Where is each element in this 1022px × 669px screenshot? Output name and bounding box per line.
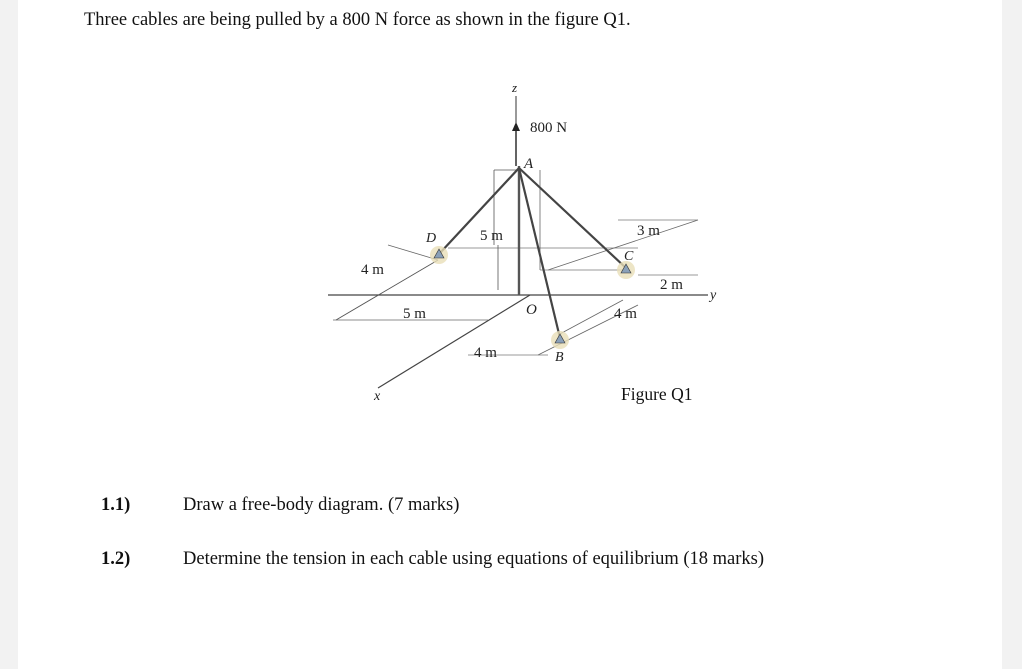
point-d-label: D	[426, 231, 437, 246]
cable-ac	[519, 168, 626, 268]
figure-caption: Figure Q1	[621, 384, 693, 404]
point-c-label: C	[624, 249, 634, 264]
figure-q1	[308, 70, 758, 420]
dim-4m-left: 4 m	[361, 262, 384, 278]
question-number: 1.2)	[101, 549, 131, 569]
y-axis-label: y	[710, 288, 717, 303]
question-number: 1.1)	[101, 495, 131, 515]
question-text: Draw a free-body diagram. (7 marks)	[183, 495, 460, 515]
point-b-label: B	[555, 350, 564, 365]
dim-4m-front: 4 m	[474, 345, 497, 361]
point-a-label: A	[524, 156, 534, 172]
dim-5m-vertical: 5 m	[480, 228, 503, 244]
dim-5m-lower: 5 m	[403, 306, 426, 322]
anchor-d	[430, 246, 448, 264]
force-arrow-head	[512, 122, 520, 131]
x-axis-label: x	[374, 389, 381, 404]
anchor-b	[551, 331, 569, 349]
document-page	[18, 0, 1002, 669]
x-axis	[378, 295, 530, 388]
cable-diagram	[308, 70, 758, 420]
dim-2m: 2 m	[660, 277, 683, 293]
force-label: 800 N	[530, 120, 568, 136]
problem-statement: Three cables are being pulled by a 800 N force as shown in the figure Q1.	[84, 10, 631, 30]
z-axis-label: z	[512, 80, 518, 95]
question-text: Determine the tension in each cable using equations of equilibrium (18 marks)	[183, 549, 765, 569]
dim-4m-right: 4 m	[614, 306, 637, 322]
point-o-label: O	[526, 302, 537, 318]
dim-3m: 3 m	[637, 223, 660, 239]
